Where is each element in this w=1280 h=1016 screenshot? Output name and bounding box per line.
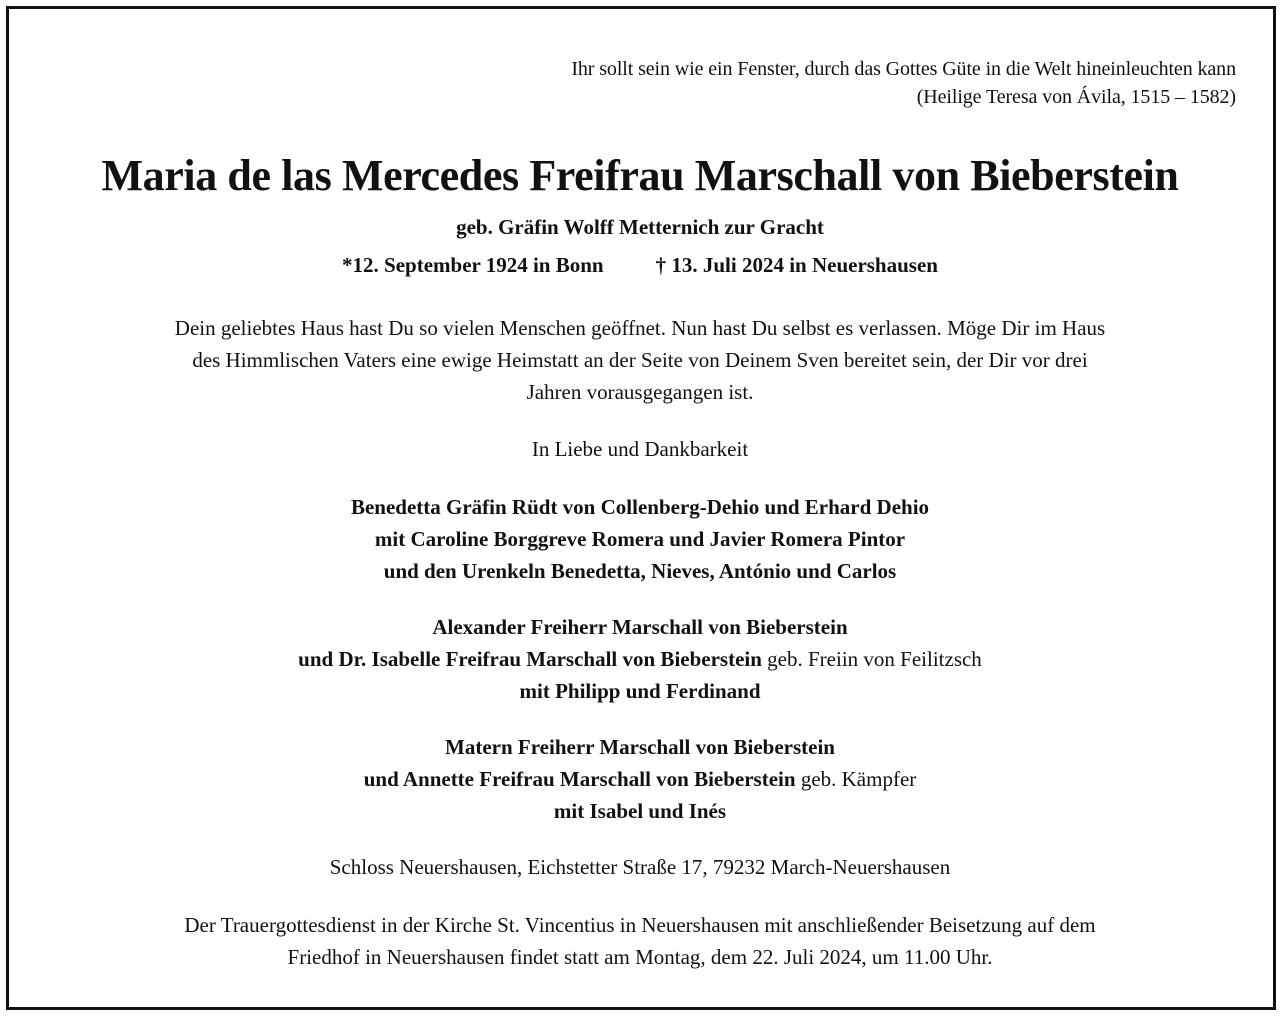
family-line: Benedetta Gräfin Rüdt von Collenberg-Dehio und Erhard Dehio [350,495,930,519]
verse-line: Dein geliebtes Haus hast Du so vielen Menschen geöffnet. Nun hast Du selbst es verlassen. Möge Dir im Haus [174,316,1106,340]
family-line: mit Caroline Borggreve Romera und Javier Romera Pintor [374,527,906,551]
service-line: Der Trauergottesdienst in der Kirche St. Vincentius in Neuershausen mit anschließender Beisetzung auf dem [184,913,1096,937]
farewell-verse [0,312,1280,408]
family-line: mit Philipp und Ferdinand [519,679,761,703]
family-birth-name: geb. Freiin von Feilitzsch [761,647,982,671]
maiden-name: geb. Gräfin Wolff Metternich zur Gracht [456,215,824,239]
deceased-name: Maria de las Mercedes Freifrau Marschall von Bieberstein [101,151,1179,200]
service-line: Friedhof in Neuershausen findet statt am Montag, dem 22. Juli 2024, um 11.00 Uhr. [287,945,993,969]
address: Schloss Neuershausen, Eichstetter Straße 17, 79232 March-Neuershausen [329,855,951,879]
family-line [0,763,1280,795]
family-line: mit Isabel und Inés [553,799,727,823]
death-date: † 13. Juli 2024 in Neuershausen [655,253,938,277]
birth-date: *12. September 1924 in Bonn [342,253,604,277]
family-group-1 [0,491,1280,587]
family-line: Alexander Freiherr Marschall von Bieberstein [432,615,848,639]
closing-phrase: In Liebe und Dankbarkeit [531,437,749,461]
family-name: und Annette Freifrau Marschall von Bieberstein [363,767,796,791]
motto-attribution: (Heilige Teresa von Ávila, 1515 – 1582) [916,86,1236,108]
family-group-3 [0,731,1280,827]
motto-quote [571,55,1236,111]
family-line: und den Urenkeln Benedetta, Nieves, António und Carlos [383,559,897,583]
motto-line: Ihr sollt sein wie ein Fenster, durch das Gottes Güte in die Welt hineinleuchten kann [571,58,1236,80]
family-name: und Dr. Isabelle Freifrau Marschall von Bieberstein [298,647,762,671]
family-line [0,643,1280,675]
family-birth-name: geb. Kämpfer [795,767,917,791]
service-info [0,909,1280,973]
family-line: Matern Freiherr Marschall von Bieberstein [445,735,835,759]
verse-line: des Himmlischen Vaters eine ewige Heimstatt an der Seite von Deinem Sven bereitet sein, der Dir vor drei [192,348,1088,372]
verse-line: Jahren vorausgegangen ist. [526,380,754,404]
life-dates [0,251,1280,279]
family-group-2 [0,611,1280,707]
